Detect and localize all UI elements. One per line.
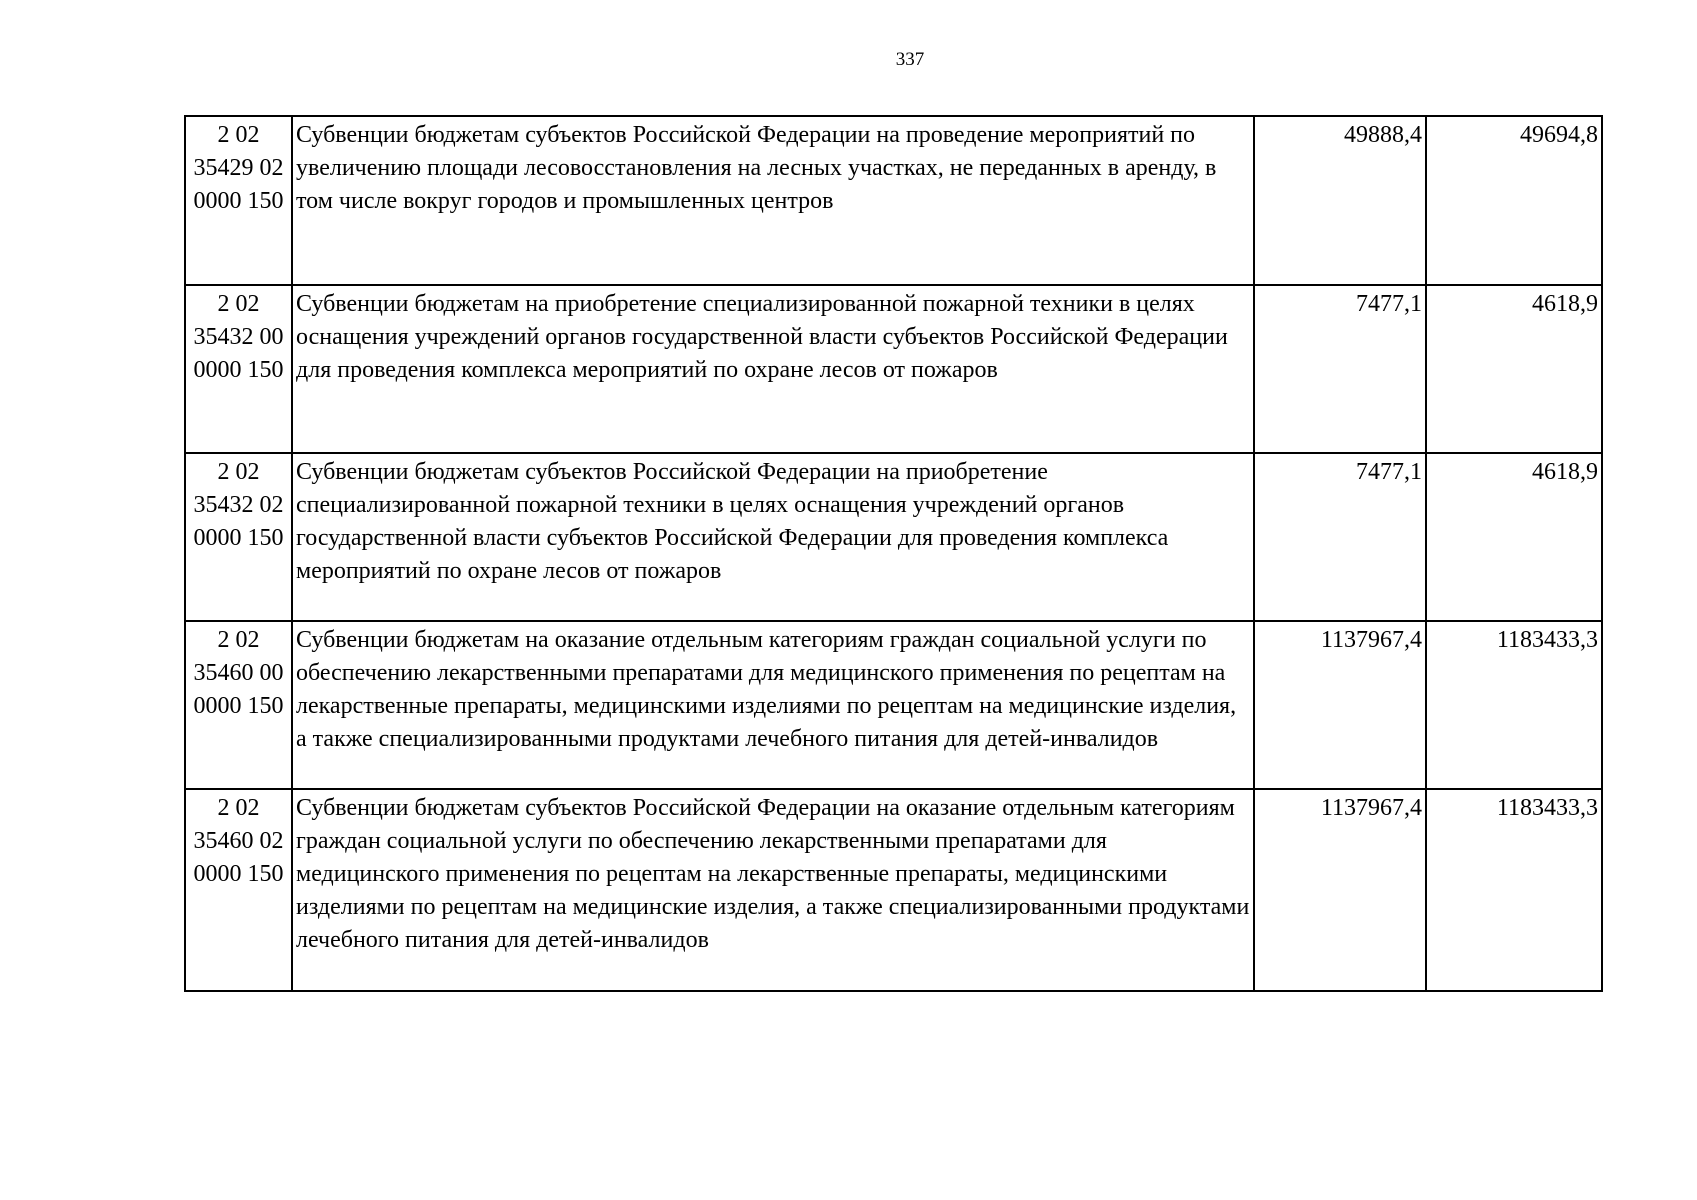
description-cell: Субвенции бюджетам субъектов Российской Федерации на приобретение специализированной пожарной техники в целях оснащения учреждений органов государственной власти субъектов Российской Федерации для проведения комплекса мероприятий по охране лесов от пожаров: [292, 453, 1254, 621]
budget-code-line: 2 02: [217, 291, 260, 317]
budget-code-cell: [185, 789, 292, 991]
budget-code-line: 0000 150: [193, 188, 284, 214]
budget-code-line: 35432 00: [193, 324, 284, 350]
budget-code-line: 35460 00: [193, 660, 284, 686]
budget-code-line: 0000 150: [193, 693, 284, 719]
budget-code-cell: [185, 453, 292, 621]
budget-code-line: 2 02: [217, 795, 260, 821]
description-cell: Субвенции бюджетам на оказание отдельным категориям граждан социальной услуги по обеспечению лекарственными препаратами для медицинского применения по рецептам на лекарственные препараты, медицинскими изделиями по рецептам на медицинские изделия, а также специализированными продуктами лечебного питания для детей-инвалидов: [292, 621, 1254, 789]
budget-code-line: 35429 02: [193, 155, 284, 181]
value-cell-1: 1137967,4: [1254, 621, 1426, 789]
budget-code-cell: [185, 621, 292, 789]
value-cell-2: 49694,8: [1426, 116, 1602, 285]
budget-code-cell: [185, 285, 292, 453]
budget-code-line: 0000 150: [193, 357, 284, 383]
table-row: [185, 116, 1602, 285]
budget-code-line: 2 02: [217, 627, 260, 653]
value-cell-1: 49888,4: [1254, 116, 1426, 285]
budget-code-line: 2 02: [217, 122, 260, 148]
budget-code-line: 0000 150: [193, 861, 284, 887]
value-cell-2: 1183433,3: [1426, 621, 1602, 789]
table-row: [185, 285, 1602, 453]
budget-code-line: 2 02: [217, 459, 260, 485]
value-cell-1: 1137967,4: [1254, 789, 1426, 991]
description-cell: Субвенции бюджетам субъектов Российской Федерации на проведение мероприятий по увеличению площади лесовосстановления на лесных участках, не переданных в аренду, в том числе вокруг городов и промышленных центров: [292, 116, 1254, 285]
description-cell: Субвенции бюджетам на приобретение специализированной пожарной техники в целях оснащения учреждений органов государственной власти субъектов Российской Федерации для проведения комплекса мероприятий по охране лесов от пожаров: [292, 285, 1254, 453]
value-cell-1: 7477,1: [1254, 453, 1426, 621]
table-row: [185, 789, 1602, 991]
budget-table: [184, 115, 1603, 992]
value-cell-2: 1183433,3: [1426, 789, 1602, 991]
budget-code-cell: [185, 116, 292, 285]
value-cell-1: 7477,1: [1254, 285, 1426, 453]
value-cell-2: 4618,9: [1426, 453, 1602, 621]
value-cell-2: 4618,9: [1426, 285, 1602, 453]
budget-code-line: 35432 02: [193, 492, 284, 518]
budget-code-line: 0000 150: [193, 525, 284, 551]
table-row: [185, 621, 1602, 789]
table-row: [185, 453, 1602, 621]
page-number: 337: [895, 49, 925, 70]
description-cell: Субвенции бюджетам субъектов Российской Федерации на оказание отдельным категориям граждан социальной услуги по обеспечению лекарственными препаратами для медицинского применения по рецептам на лекарственные препараты, медицинскими изделиями по рецептам на медицинские изделия, а также специализированными продуктами лечебного питания для детей-инвалидов: [292, 789, 1254, 991]
budget-code-line: 35460 02: [193, 828, 284, 854]
